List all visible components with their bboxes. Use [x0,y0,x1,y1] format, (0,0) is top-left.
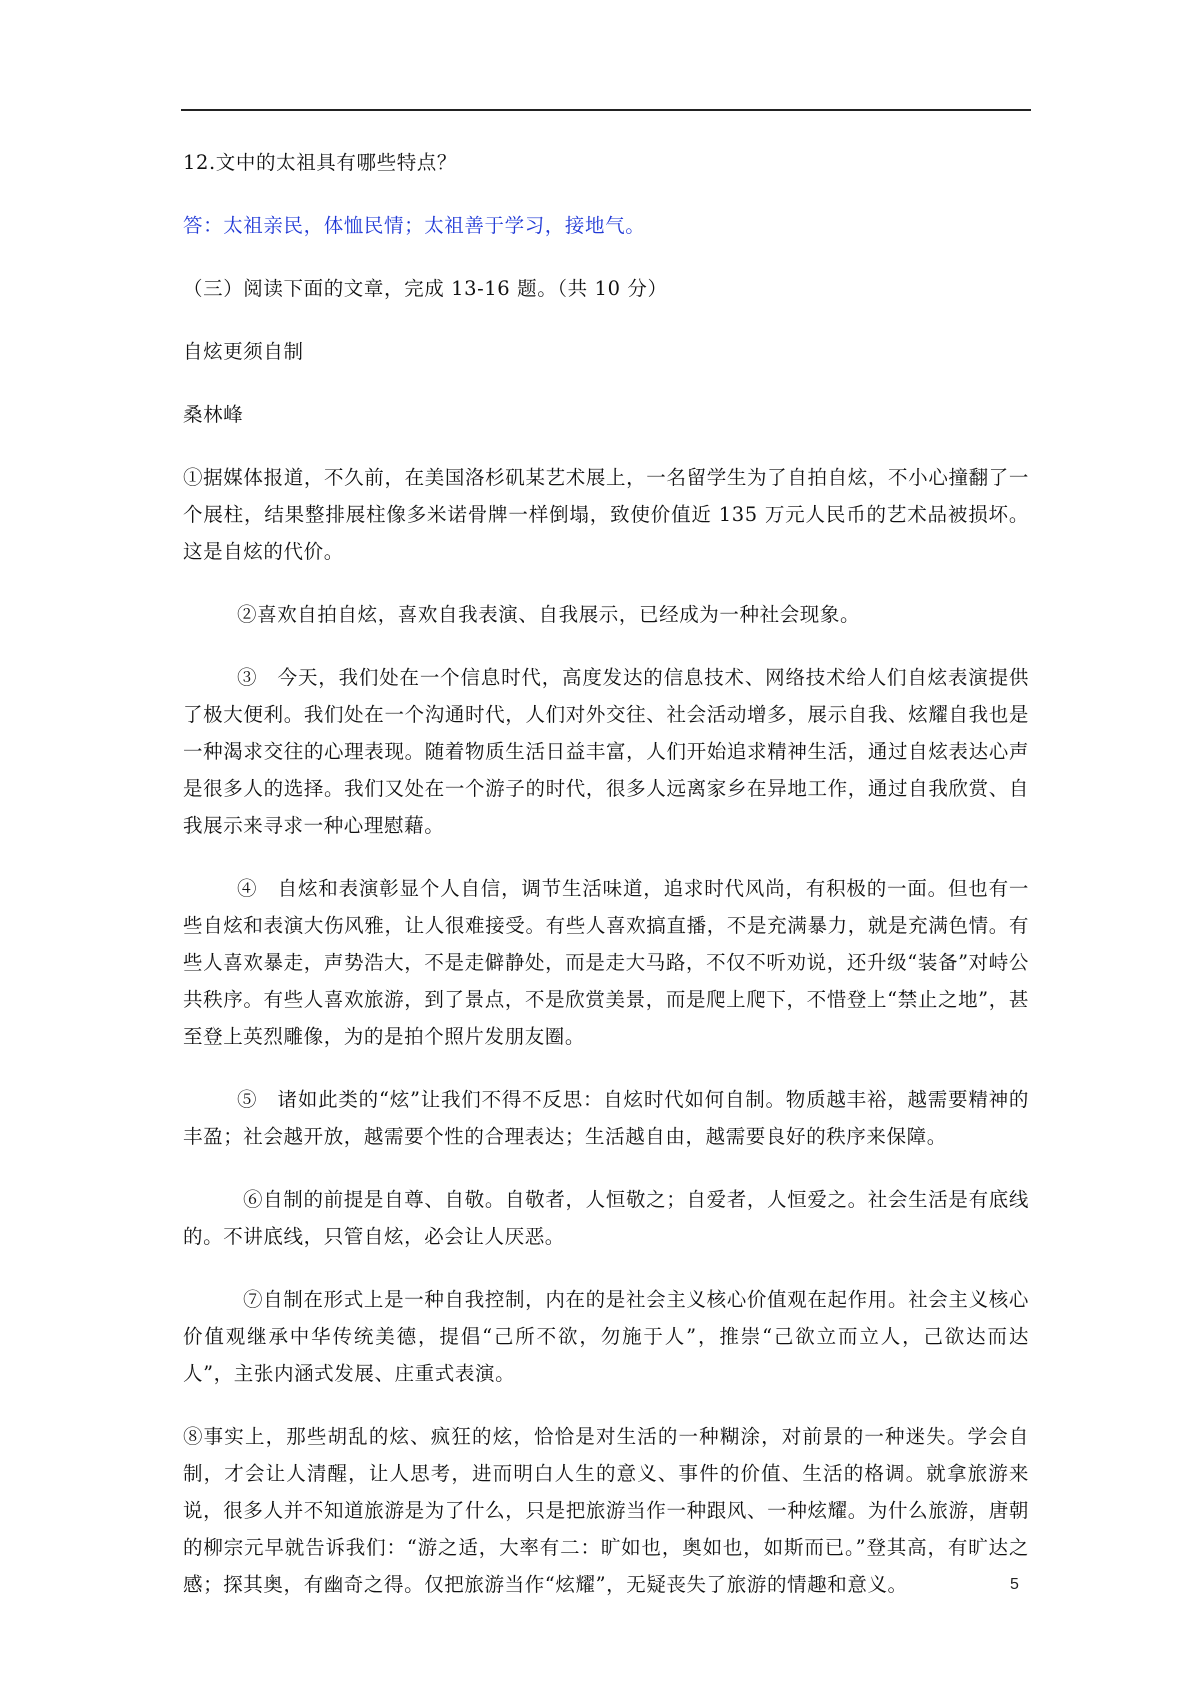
section-heading: （三）阅读下面的文章，完成 13-16 题。（共 10 分） [183,277,668,300]
header-rule [181,109,1031,111]
article-paragraph-8: ⑧事实上，那些胡乱的炫、疯狂的炫，恰恰是对生活的一种糊涂，对前景的一种迷失。学会自制，才会让人清醒，让人思考，进而明白人生的意义、事件的价值、生活的格调。就拿旅游来说，很多人并不知道旅游是为了什么，只是把旅游当作一种跟风、一种炫耀。为什么旅游，唐朝的柳宗元早就告诉我们：“游之适，大率有二：旷如也，奥如也，如斯而已。”登其高，有旷达之感；探其奥，有幽奇之得。仅把旅游当作“炫耀”，无疑丧失了旅游的情趣和意义。 [183,1425,1029,1596]
article-title: 自炫更须自制 [183,340,304,363]
article-paragraph-6: ⑥自制的前提是自尊、自敬。自敬者，人恒敬之；自爱者，人恒爱之。社会生活是有底线的。不讲底线，只管自炫，必会让人厌恶。 [183,1188,1029,1248]
page-number: 5 [1010,1576,1019,1593]
answer-12: 答：太祖亲民，体恤民情；太祖善于学习，接地气。 [183,214,646,237]
article-paragraph-2: ②喜欢自拍自炫，喜欢自我表演、自我展示，已经成为一种社会现象。 [237,603,861,626]
article-paragraph-1: ①据媒体报道，不久前，在美国洛杉矶某艺术展上，一名留学生为了自拍自炫，不小心撞翻了一个展柱，结果整排展柱像多米诺骨牌一样倒塌，致使价值近 135 万元人民币的艺术品被损坏。这是自炫的代价。 [183,466,1029,563]
article-paragraph-7: ⑦自制在形式上是一种自我控制，内在的是社会主义核心价值观在起作用。社会主义核心价值观继承中华传统美德，提倡“己所不欲，勿施于人”，推崇“己欲立而立人，己欲达而达人”，主张内涵式发展、庄重式表演。 [183,1288,1029,1385]
article-paragraph-5: ⑤ 诸如此类的“炫”让我们不得不反思：自炫时代如何自制。物质越丰裕，越需要精神的丰盈；社会越开放，越需要个性的合理表达；生活越自由，越需要良好的秩序来保障。 [183,1088,1029,1148]
page-content [183,144,1029,1629]
article-paragraph-3: ③ 今天，我们处在一个信息时代，高度发达的信息技术、网络技术给人们自炫表演提供了极大便利。我们处在一个沟通时代，人们对外交往、社会活动增多，展示自我、炫耀自我也是一种渴求交往的心理表现。随着物质生活日益丰富，人们开始追求精神生活，通过自炫表达心声是很多人的选择。我们又处在一个游子的时代，很多人远离家乡在异地工作，通过自我欣赏、自我展示来寻求一种心理慰藉。 [183,666,1029,837]
article-author: 桑林峰 [183,403,244,426]
article-paragraph-4: ④ 自炫和表演彰显个人自信，调节生活味道，追求时代风尚，有积极的一面。但也有一些自炫和表演大伤风雅，让人很难接受。有些人喜欢搞直播，不是充满暴力，就是充满色情。有些人喜欢暴走，声势浩大，不是走僻静处，而是走大马路，不仅不听劝说，还升级“装备”对峙公共秩序。有些人喜欢旅游，到了景点，不是欣赏美景，而是爬上爬下，不惜登上“禁止之地”，甚至登上英烈雕像，为的是拍个照片发朋友圈。 [183,877,1029,1048]
question-12: 12.文中的太祖具有哪些特点？ [183,151,458,174]
